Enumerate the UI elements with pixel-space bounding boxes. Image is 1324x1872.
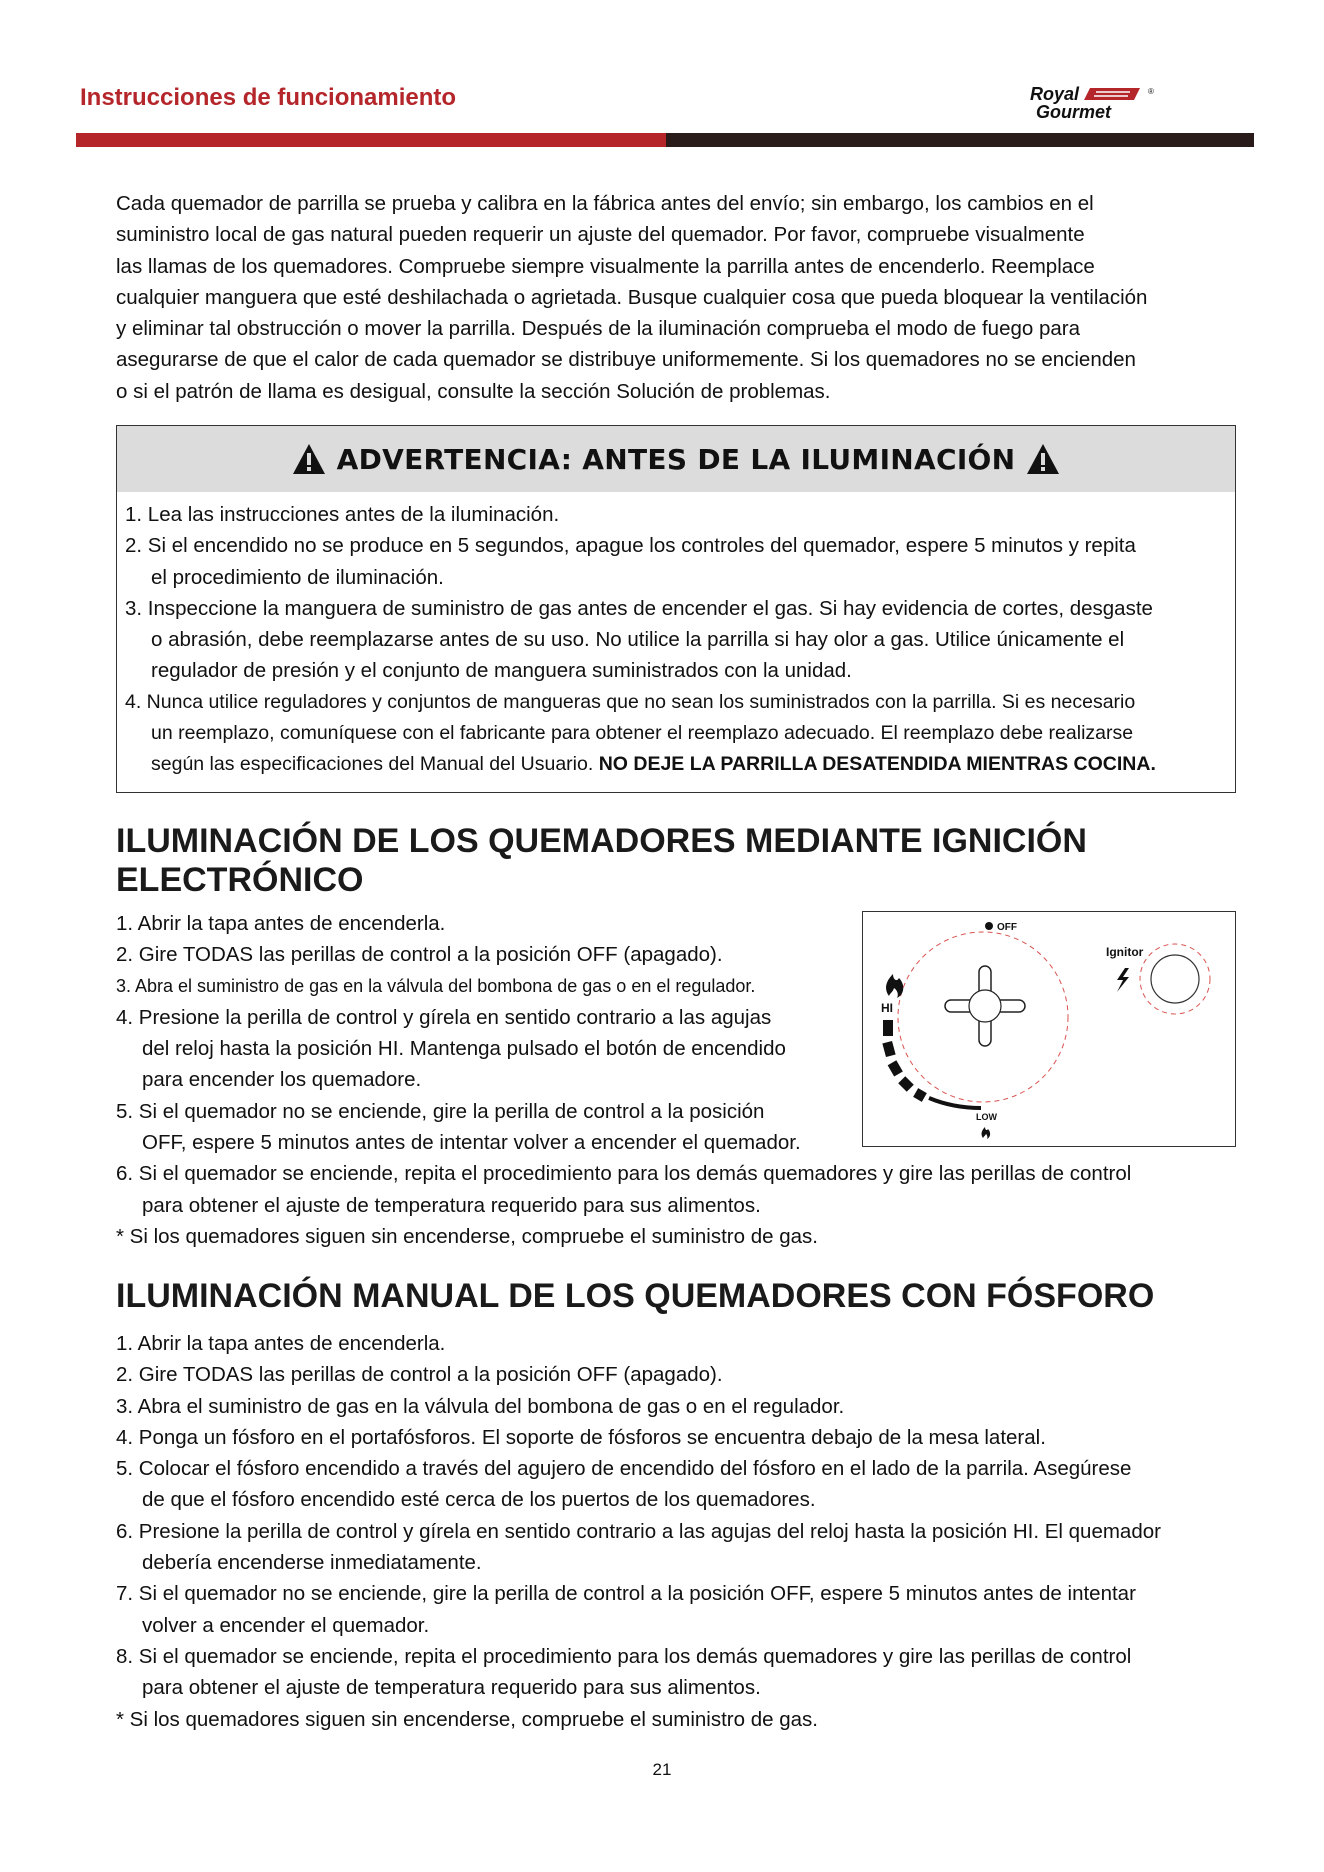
page-title: Instrucciones de funcionamiento xyxy=(80,84,457,111)
section-title-line: ELECTRÓNICO xyxy=(116,861,364,899)
step-line: para obtener el ajuste de temperatura requerido para sus alimentos. xyxy=(142,1193,761,1217)
spark-icon xyxy=(1117,968,1129,992)
warning-list xyxy=(117,492,1235,781)
control-knob-diagram xyxy=(862,911,1236,1147)
warning-item xyxy=(125,593,1235,687)
ignitor-label: Ignitor xyxy=(1106,945,1144,959)
hi-label: HI xyxy=(881,1001,893,1015)
intro-line: o si el patrón de llama es desigual, consulte la sección Solución de problemas. xyxy=(116,379,831,403)
step-item xyxy=(116,1641,1161,1704)
royal-gourmet-logo xyxy=(1030,84,1220,120)
step-line: para obtener el ajuste de temperatura requerido para sus alimentos. xyxy=(142,1676,761,1700)
step-line: volver a encender el quemador. xyxy=(142,1613,430,1637)
header-rule-dark xyxy=(666,133,1254,147)
heat-level-arc xyxy=(882,1020,981,1108)
intro-line: suministro local de gas natural pueden requerir un ajuste del quemador. Por favor, compruebe visualmente xyxy=(116,223,1085,247)
step-item xyxy=(116,1422,1161,1453)
warning-item xyxy=(125,499,1235,530)
step-line: 2. Gire TODAS las perillas de control a la posición OFF (apagado). xyxy=(116,1363,723,1387)
warning-item-line xyxy=(125,749,1235,780)
warning-item-text: según las especificaciones del Manual del Usuario. xyxy=(151,753,594,776)
step-item xyxy=(116,1578,1161,1641)
ignitor-button xyxy=(1151,955,1199,1003)
off-label: OFF xyxy=(997,922,1017,933)
warning-item-line: 2. Si el encendido no se produce en 5 segundos, apague los controles del quemador, espere 5 minutos y repita xyxy=(125,534,1136,558)
step-line: 3. Abra el suministro de gas en la válvula del bombona de gas o en el regulador. xyxy=(116,1394,845,1418)
off-dot xyxy=(985,922,993,930)
step-line: 4. Ponga un fósforo en el portafósforos. El soporte de fósforos se encuentra debajo de la mesa lateral. xyxy=(116,1425,1046,1449)
step-item xyxy=(116,1391,1161,1422)
logo-line2: Gourmet xyxy=(1036,102,1112,120)
step-line: 7. Si el quemador no se enciende, gire la perilla de control a la posición OFF, espere 5 minutos antes de intentar xyxy=(116,1582,1136,1606)
warning-item xyxy=(125,530,1235,593)
knob-center xyxy=(969,990,1001,1022)
step-line: * Si los quemadores siguen sin encenderse, compruebe el suministro de gas. xyxy=(116,1707,818,1731)
intro-line: y eliminar tal obstrucción o mover la parrilla. Después de la iluminación comprueba el modo de fuego para xyxy=(116,317,1081,341)
step-line: 1. Abrir la tapa antes de encenderla. xyxy=(116,912,446,935)
step-item xyxy=(116,1704,1161,1735)
page-number: 21 xyxy=(652,1760,672,1779)
section-title-manual: ILUMINACIÓN MANUAL DE LOS QUEMADORES CON FÓSFORO xyxy=(116,1277,1155,1315)
warning-item-line: 1. Lea las instrucciones antes de la iluminación. xyxy=(125,503,560,526)
step-line: 5. Colocar el fósforo encendido a través del agujero de encendido del fósforo en el lado de la parrila. Asegúrese xyxy=(116,1457,1132,1481)
step-item xyxy=(116,1328,1161,1359)
step-line: 5. Si el quemador no se enciende, gire la perilla de control a la posición xyxy=(116,1099,765,1123)
step-line: debería encenderse inmediatamente. xyxy=(142,1551,482,1575)
section-title-electronic xyxy=(116,822,1087,900)
warning-title: ADVERTENCIA: ANTES DE LA ILUMINACIÓN xyxy=(336,442,1016,476)
knob-diagram-svg xyxy=(863,912,1235,1146)
low-label: LOW xyxy=(976,1112,997,1122)
logo-flag-icon xyxy=(1084,88,1140,100)
intro-paragraph xyxy=(116,188,1236,407)
step-item xyxy=(116,1221,1131,1252)
step-item xyxy=(116,1453,1161,1516)
step-line: 6. Presione la perilla de control y gírela en sentido contrario a las agujas del reloj hasta la posición HI. El quemador xyxy=(116,1519,1161,1543)
step-line: 4. Presione la perilla de control y gírela en sentido contrario a las agujas xyxy=(116,1005,772,1029)
hi-flame-icon xyxy=(886,974,903,998)
header-rule-red xyxy=(76,133,666,147)
intro-line: las llamas de los quemadores. Compruebe siempre visualmente la parrilla antes de encenderlo. Reemplace xyxy=(116,254,1095,278)
warning-triangle-icon xyxy=(291,442,327,476)
step-line: para encender los quemadore. xyxy=(142,1068,422,1092)
step-line: de que el fósforo encendido esté cerca de los puertos de los quemadores. xyxy=(142,1488,816,1512)
warning-box xyxy=(116,425,1236,793)
step-line: del reloj hasta la posición HI. Mantenga pulsado el botón de encendido xyxy=(142,1037,786,1061)
step-line: 8. Si el quemador se enciende, repita el procedimiento para los demás quemadores y gire las perillas de control xyxy=(116,1644,1132,1668)
warning-triangle-icon xyxy=(1025,442,1061,476)
logo-mark: ® xyxy=(1148,87,1154,96)
warning-item-line: un reemplazo, comuníquese con el fabricante para obtener el reemplazo adecuado. El reemplazo debe realizarse xyxy=(151,722,1134,745)
step-item xyxy=(116,1158,1131,1221)
warning-item xyxy=(125,687,1235,781)
step-line: 3. Abra el suministro de gas en la válvula del bombona de gas o en el regulador. xyxy=(116,975,756,996)
intro-line: Cada quemador de parrilla se prueba y calibra en la fábrica antes del envío; sin embargo, los cambios en el xyxy=(116,192,1094,215)
intro-line: cualquier manguera que esté deshilachada o agrietada. Busque cualquier cosa que pueda bloquear la ventilación xyxy=(116,285,1148,309)
step-item xyxy=(116,1516,1161,1579)
warning-item-line: 3. Inspeccione la manguera de suministro de gas antes de encender el gas. Si hay evidencia de cortes, desgaste xyxy=(125,596,1153,620)
low-flame-icon xyxy=(982,1127,991,1139)
warning-item-line: 4. Nunca utilice reguladores y conjuntos de mangueras que no sean los suministrados con la parrilla. Si es necesario xyxy=(125,690,1136,713)
warning-item-line: regulador de presión y el conjunto de manguera suministrados con la unidad. xyxy=(151,659,852,683)
step-line: OFF, espere 5 minutos antes de intentar volver a encender el quemador. xyxy=(142,1131,801,1155)
step-line: 6. Si el quemador se enciende, repita el procedimiento para los demás quemadores y gire las perillas de control xyxy=(116,1162,1132,1186)
step-item xyxy=(116,1359,1161,1390)
warning-item-line: o abrasión, debe reemplazarse antes de su uso. No utilice la parrilla si hay olor a gas. Utilice únicamente el xyxy=(151,628,1125,652)
section-title-line: ILUMINACIÓN DE LOS QUEMADORES MEDIANTE IGNICIÓN xyxy=(116,822,1087,860)
step-line: 1. Abrir la tapa antes de encenderla. xyxy=(116,1332,446,1355)
manual-steps-list xyxy=(116,1328,1161,1735)
logo-line1: Royal xyxy=(1030,84,1080,104)
intro-line: asegurarse de que el calor de cada quemador se distribuye uniformemente. Si los quemadores no se encienden xyxy=(116,348,1136,372)
warning-item-line: el procedimiento de iluminación. xyxy=(151,565,444,589)
warning-bold-notice: NO DEJE LA PARRILLA DESATENDIDA MIENTRAS COCINA. xyxy=(598,753,1156,776)
step-line: * Si los quemadores siguen sin encenderse, compruebe el suministro de gas. xyxy=(116,1224,818,1248)
warning-header xyxy=(117,426,1235,492)
step-line: 2. Gire TODAS las perillas de control a la posición OFF (apagado). xyxy=(116,943,723,967)
